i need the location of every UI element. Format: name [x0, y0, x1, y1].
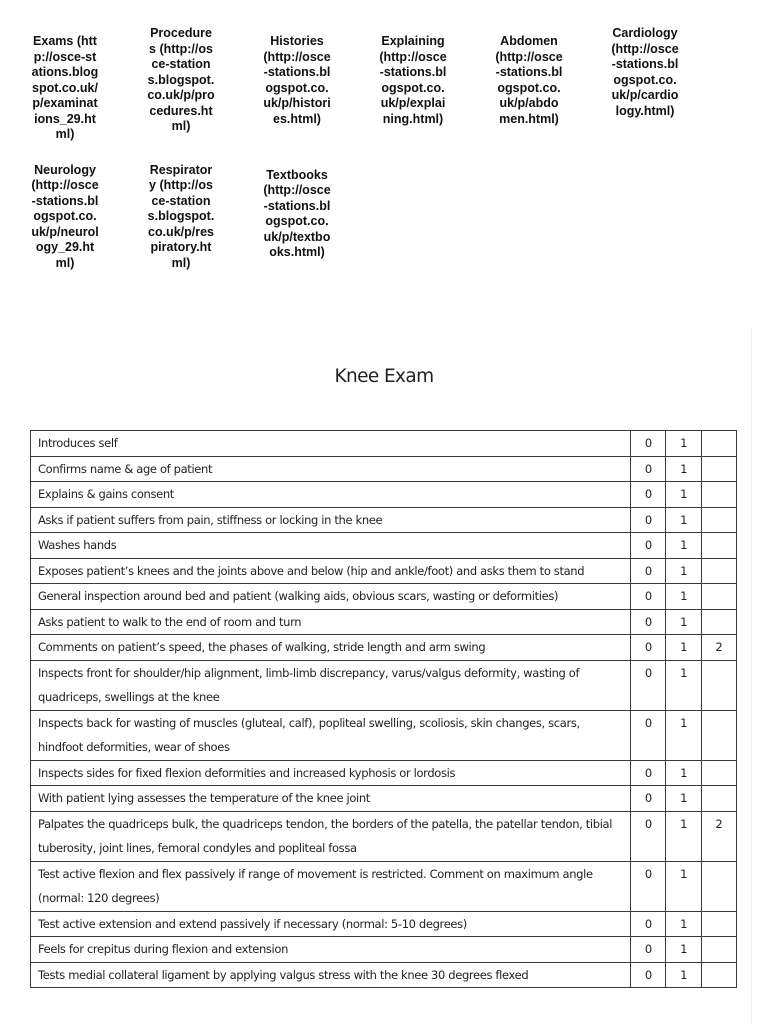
table-row [31, 811, 737, 861]
score-2-cell: 2 [701, 811, 736, 861]
score-2-cell [701, 482, 736, 508]
checklist-table [30, 430, 737, 988]
score-2-cell [701, 861, 736, 911]
score-0-cell: 0 [631, 861, 666, 911]
table-row [31, 937, 737, 963]
score-1-cell: 1 [666, 710, 701, 760]
criterion-text: Test active flexion and flex passively if range of movement is restricted. Comment on maximum angle (normal: 120 degrees) [31, 861, 631, 911]
criterion-text: Washes hands [31, 533, 631, 559]
score-2-cell [701, 533, 736, 559]
score-1-cell: 1 [666, 811, 701, 861]
table-row [31, 962, 737, 988]
score-1-cell: 1 [666, 660, 701, 710]
score-1-cell: 1 [666, 635, 701, 661]
table-row [31, 507, 737, 533]
top-navigation [31, 26, 731, 271]
score-0-cell: 0 [631, 533, 666, 559]
table-row [31, 861, 737, 911]
score-1-cell: 1 [666, 962, 701, 988]
table-row [31, 482, 737, 508]
nav-link-cardiology[interactable]: Cardiology (http://osce-stations.blogspot.co.uk/p/cardiology.html) [611, 26, 679, 118]
table-row [31, 431, 737, 457]
score-2-cell [701, 760, 736, 786]
score-1-cell: 1 [666, 786, 701, 812]
criterion-text: Test active extension and extend passively if necessary (normal: 5-10 degrees) [31, 911, 631, 937]
score-1-cell: 1 [666, 584, 701, 610]
score-1-cell: 1 [666, 507, 701, 533]
nav-link-explaining[interactable]: Explaining (http://osce-stations.blogspot.co.uk/p/explaining.html) [379, 34, 447, 126]
score-2-cell [701, 584, 736, 610]
score-0-cell: 0 [631, 760, 666, 786]
score-2-cell [701, 710, 736, 760]
nav-link-neurology[interactable]: Neurology (http://osce-stations.blogspot.co.uk/p/neurology_29.html) [31, 162, 99, 270]
table-row [31, 786, 737, 812]
score-0-cell: 0 [631, 584, 666, 610]
score-0-cell: 0 [631, 710, 666, 760]
score-0-cell: 0 [631, 786, 666, 812]
score-0-cell: 0 [631, 962, 666, 988]
table-row [31, 584, 737, 610]
nav-link-procedures[interactable]: Procedures (http://osce-stations.blogspot.co.uk/p/procedures.html) [147, 26, 215, 133]
score-2-cell [701, 456, 736, 482]
score-0-cell: 0 [631, 456, 666, 482]
nav-link-histories[interactable]: Histories (http://osce-stations.blogspot.co.uk/p/histories.html) [263, 34, 331, 126]
score-1-cell: 1 [666, 911, 701, 937]
criterion-text: Asks patient to walk to the end of room and turn [31, 609, 631, 635]
table-row [31, 710, 737, 760]
criterion-text: Introduces self [31, 431, 631, 457]
table-row [31, 635, 737, 661]
table-row [31, 911, 737, 937]
table-row [31, 456, 737, 482]
score-0-cell: 0 [631, 507, 666, 533]
criterion-text: Explains & gains consent [31, 482, 631, 508]
score-0-cell: 0 [631, 811, 666, 861]
nav-link-textbooks[interactable]: Textbooks (http://osce-stations.blogspot.co.uk/p/textbooks.html) [263, 167, 331, 259]
criterion-text: Inspects front for shoulder/hip alignment, limb-limb discrepancy, varus/valgus deformity, wasting of quadriceps, swellings at the knee [31, 660, 631, 710]
score-1-cell: 1 [666, 558, 701, 584]
nav-link-respiratory[interactable]: Respiratory (http://osce-stations.blogspot.co.uk/p/respiratory.html) [147, 162, 215, 270]
score-2-cell [701, 558, 736, 584]
criterion-text: Palpates the quadriceps bulk, the quadriceps tendon, the borders of the patella, the patellar tendon, tibial tuberosity, joint lines, femoral condyles and popliteal fossa [31, 811, 631, 861]
criterion-text: With patient lying assesses the temperature of the knee joint [31, 786, 631, 812]
score-1-cell: 1 [666, 937, 701, 963]
score-2-cell [701, 911, 736, 937]
page-title: Knee Exam [334, 366, 434, 387]
sidebar-divider [751, 328, 752, 1024]
score-2-cell: 2 [701, 635, 736, 661]
table-row [31, 558, 737, 584]
score-0-cell: 0 [631, 431, 666, 457]
criterion-text: Inspects sides for fixed flexion deformities and increased kyphosis or lordosis [31, 760, 631, 786]
criterion-text: Exposes patient’s knees and the joints above and below (hip and ankle/foot) and asks them to stand [31, 558, 631, 584]
score-1-cell: 1 [666, 760, 701, 786]
nav-link-exams[interactable]: Exams (http://osce-stations.blogspot.co.uk/p/examinations_29.html) [31, 34, 99, 141]
score-1-cell: 1 [666, 861, 701, 911]
score-2-cell [701, 609, 736, 635]
table-row [31, 760, 737, 786]
criterion-text: Comments on patient’s speed, the phases of walking, stride length and arm swing [31, 635, 631, 661]
score-1-cell: 1 [666, 533, 701, 559]
criterion-text: Asks if patient suffers from pain, stiffness or locking in the knee [31, 507, 631, 533]
score-0-cell: 0 [631, 635, 666, 661]
criterion-text: General inspection around bed and patient (walking aids, obvious scars, wasting or deformities) [31, 584, 631, 610]
criterion-text: Feels for crepitus during flexion and extension [31, 937, 631, 963]
table-row [31, 533, 737, 559]
score-1-cell: 1 [666, 609, 701, 635]
score-0-cell: 0 [631, 660, 666, 710]
criterion-text: Tests medial collateral ligament by applying valgus stress with the knee 30 degrees flexed [31, 962, 631, 988]
table-row [31, 609, 737, 635]
nav-link-abdomen[interactable]: Abdomen (http://osce-stations.blogspot.co.uk/p/abdomen.html) [495, 34, 563, 126]
table-row [31, 660, 737, 710]
score-2-cell [701, 786, 736, 812]
score-0-cell: 0 [631, 911, 666, 937]
score-2-cell [701, 962, 736, 988]
score-0-cell: 0 [631, 558, 666, 584]
score-2-cell [701, 431, 736, 457]
score-1-cell: 1 [666, 482, 701, 508]
score-1-cell: 1 [666, 431, 701, 457]
criterion-text: Inspects back for wasting of muscles (gluteal, calf), popliteal swelling, scoliosis, skin changes, scars, hindfoot deformities, wear of shoes [31, 710, 631, 760]
score-0-cell: 0 [631, 609, 666, 635]
score-2-cell [701, 660, 736, 710]
score-2-cell [701, 937, 736, 963]
score-2-cell [701, 507, 736, 533]
score-0-cell: 0 [631, 482, 666, 508]
score-0-cell: 0 [631, 937, 666, 963]
criterion-text: Confirms name & age of patient [31, 456, 631, 482]
score-1-cell: 1 [666, 456, 701, 482]
